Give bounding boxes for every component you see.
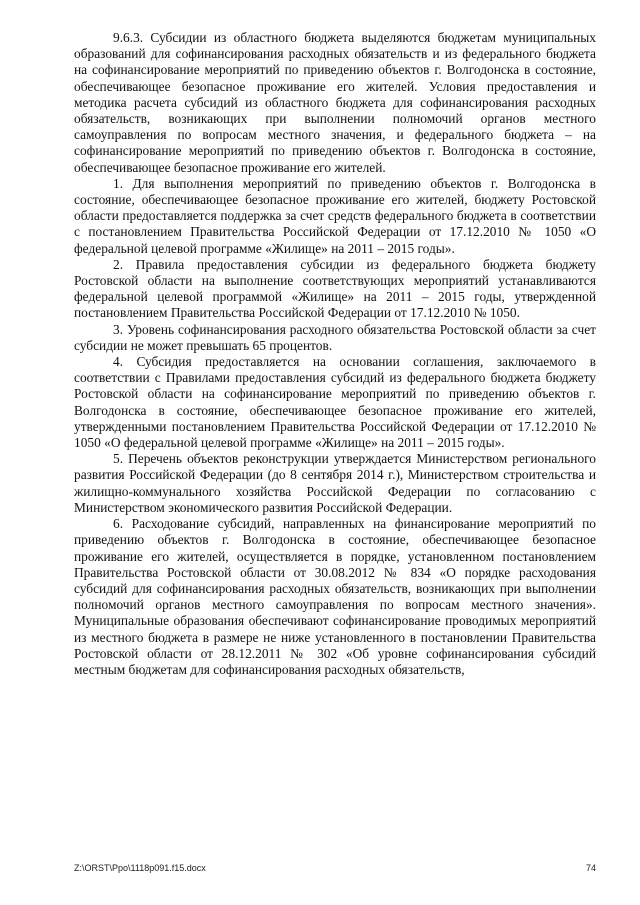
paragraph-2: 2. Правила предоставления субсидии из федерального бюджета бюджету Ростовской области на выполнение соответствующих мероприятий устанавливаются федеральной целевой программой «Жилище» на 2011 – 2015 годы, утвержденной постановлением Правительства Российской Федерации от 17.12.2010 № 1050. [74, 256, 596, 321]
paragraph-3: 3. Уровень софинансирования расходного обязательства Ростовской области за счет субсидии не может превышать 65 процентов. [74, 321, 596, 353]
body-text [74, 30, 596, 678]
paragraph-6: 6. Расходование субсидий, направленных на финансирование мероприятий по приведению объектов г. Волгодонска в состояние, обеспечивающее безопасное проживание его жителей, осуществляется в порядке, установленном постановлением Правительства Ростовской области от 30.08.2012 № 834 «О порядке расходования субсидий для софинансирования расходных обязательств, возникающих при выполнении полномочий органов местного самоуправления по вопросам местного значения». Муниципальные образования обеспечивают софинансирование проводимых мероприятий из местного бюджета в размере не ниже установленного в постановлении Правительства Ростовской области от 28.12.2011 № 302 «Об уровне софинансирования субсидий местным бюджетам для софинансирования расходных обязательств, [74, 516, 596, 677]
paragraph-4: 4. Субсидия предоставляется на основании соглашения, заключаемого в соответствии с Правилами предоставления субсидий из федерального бюджета бюджету Ростовской области на софинансирование мероприятий по приведению объектов г. Волгодонска в состояние, обеспечивающее безопасное проживание его жителей, утвержденными постановлением Правительства Российской Федерации от 17.12.2010 № 1050 «О федеральной целевой программе «Жилище» на 2011 – 2015 годы». [74, 354, 596, 451]
paragraph-9-6-3: 9.6.3. Субсидии из областного бюджета выделяются бюджетам муниципальных образований для софинансирования расходных обязательств и из федерального бюджета на софинансирование мероприятий по приведению объектов г. Волгодонска в состояние, обеспечивающее безопасное проживание его жителей. Условия предоставления и методика расчета субсидий из областного бюджета для софинансирования расходных обязательств, возникающих при выполнении полномочий органов местного самоуправления по вопросам местного значения, и федерального бюджета – на софинансирование мероприятий по приведению объектов г. Волгодонска в состояние, обеспечивающее безопасное проживание его жителей. [74, 30, 596, 175]
paragraph-1: 1. Для выполнения мероприятий по приведению объектов г. Волгодонска в состояние, обеспечивающее безопасное проживание его жителей, бюджету Ростовской области предоставляется поддержка за счет средств федерального бюджета в соответствии с постановлением Правительства Российской Федерации от 17.12.2010 № 1050 «О федеральной целевой программе «Жилище» на 2011 – 2015 годы». [74, 175, 596, 256]
page-number: 74 [585, 863, 596, 873]
paragraph-5: 5. Перечень объектов реконструкции утверждается Министерством регионального развития Российской Федерации (до 8 сентября 2014 г.), Министерством строительства и жилищно-коммунального хозяйства Российской Федерации по согласованию с Министерством экономического развития Российской Федерации. [74, 451, 596, 515]
file-path: Z:\ORST\Ppo\1118p091.f15.docx [74, 863, 206, 873]
